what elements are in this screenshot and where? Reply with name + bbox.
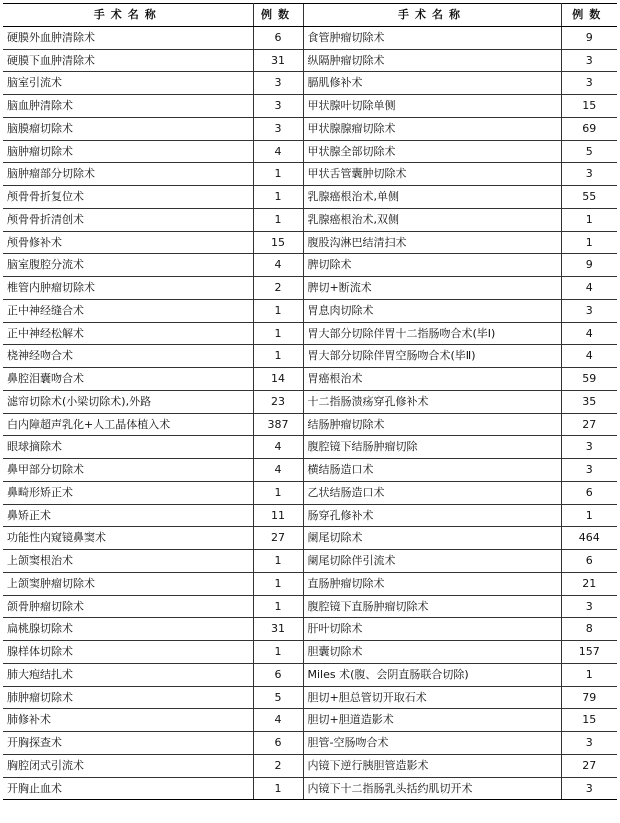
surgery-name-right: 脾切+断流术: [303, 277, 561, 300]
surgery-name-right: 阑尾切除术: [303, 527, 561, 550]
surgery-name-left: 鼻腔泪囊吻合术: [3, 368, 253, 391]
table-row: [3, 481, 617, 504]
table-row: [3, 618, 617, 641]
surgery-name-left: 腺样体切除术: [3, 641, 253, 664]
surgery-name-left: 扁桃腺切除术: [3, 618, 253, 641]
surgery-name-left: 胸腔闭式引流术: [3, 754, 253, 777]
table-row: [3, 641, 617, 664]
case-count-left: 1: [253, 299, 303, 322]
table-row: [3, 663, 617, 686]
table-row: [3, 163, 617, 186]
header-name-right: 手术名称: [303, 4, 561, 27]
surgery-name-right: 乳腺癌根治术,双侧: [303, 208, 561, 231]
surgery-name-left: 脑肿瘤切除术: [3, 140, 253, 163]
surgery-name-right: 脾切除术: [303, 254, 561, 277]
table-row: [3, 732, 617, 755]
case-count-right: 21: [561, 572, 617, 595]
case-count-left: 2: [253, 754, 303, 777]
table-row: [3, 72, 617, 95]
case-count-right: 6: [561, 550, 617, 573]
surgery-name-left: 上颌窦肿瘤切除术: [3, 572, 253, 595]
surgery-name-left: 鼻甲部分切除术: [3, 459, 253, 482]
case-count-left: 6: [253, 663, 303, 686]
table-row: [3, 140, 617, 163]
table-row: [3, 572, 617, 595]
surgery-name-right: 结肠肿瘤切除术: [303, 413, 561, 436]
case-count-right: 3: [561, 299, 617, 322]
case-count-left: 387: [253, 413, 303, 436]
surgery-name-right: 肠穿孔修补术: [303, 504, 561, 527]
table-row: [3, 368, 617, 391]
surgery-name-left: 颅骨骨折清创术: [3, 208, 253, 231]
case-count-left: 4: [253, 436, 303, 459]
surgery-name-right: 胃大部分切除伴胃十二指肠吻合术(毕Ⅰ): [303, 322, 561, 345]
surgery-name-right: 直肠肿瘤切除术: [303, 572, 561, 595]
surgery-name-left: 鼻畸形矫正术: [3, 481, 253, 504]
surgery-name-left: 滤帘切除术(小梁切除术),外路: [3, 390, 253, 413]
case-count-left: 4: [253, 254, 303, 277]
case-count-left: 3: [253, 95, 303, 118]
case-count-right: 8: [561, 618, 617, 641]
surgery-name-left: 功能性内窥镜鼻窦术: [3, 527, 253, 550]
table-row: [3, 504, 617, 527]
surgery-name-right: 内镜下逆行胰胆管造影术: [303, 754, 561, 777]
surgery-name-left: 脑血肿清除术: [3, 95, 253, 118]
table-row: [3, 754, 617, 777]
surgery-name-right: 肝叶切除术: [303, 618, 561, 641]
surgery-name-left: 白内障超声乳化+人工晶体植入术: [3, 413, 253, 436]
table-row: [3, 117, 617, 140]
case-count-right: 59: [561, 368, 617, 391]
case-count-right: 3: [561, 777, 617, 800]
table-row: [3, 345, 617, 368]
surgery-name-right: 甲状腺叶切除单侧: [303, 95, 561, 118]
surgery-name-right: 腹股沟淋巴结清扫术: [303, 231, 561, 254]
case-count-right: 3: [561, 732, 617, 755]
table-row: [3, 777, 617, 800]
case-count-left: 6: [253, 26, 303, 49]
case-count-right: 9: [561, 254, 617, 277]
case-count-left: 31: [253, 618, 303, 641]
table-row: [3, 459, 617, 482]
table-row: [3, 254, 617, 277]
case-count-left: 23: [253, 390, 303, 413]
surgery-name-left: 开胸止血术: [3, 777, 253, 800]
case-count-left: 31: [253, 49, 303, 72]
table-row: [3, 686, 617, 709]
case-count-right: 4: [561, 277, 617, 300]
case-count-right: 6: [561, 481, 617, 504]
case-count-right: 464: [561, 527, 617, 550]
table-row: [3, 527, 617, 550]
case-count-left: 11: [253, 504, 303, 527]
surgery-name-right: 胃大部分切除伴胃空肠吻合术(毕Ⅱ): [303, 345, 561, 368]
surgery-name-left: 椎管内肿瘤切除术: [3, 277, 253, 300]
case-count-left: 4: [253, 140, 303, 163]
table-row: [3, 299, 617, 322]
case-count-left: 1: [253, 595, 303, 618]
surgery-name-left: 肺大疱结扎术: [3, 663, 253, 686]
surgery-name-left: 颅骨修补术: [3, 231, 253, 254]
surgery-name-left: 硬膜外血肿清除术: [3, 26, 253, 49]
case-count-right: 3: [561, 595, 617, 618]
surgery-name-right: 内镜下十二指肠乳头括约肌切开术: [303, 777, 561, 800]
surgery-name-left: 脑室引流术: [3, 72, 253, 95]
header-count-left: 例数: [253, 4, 303, 27]
surgery-name-left: 正中神经缝合术: [3, 299, 253, 322]
surgery-name-left: 肺肿瘤切除术: [3, 686, 253, 709]
case-count-left: 4: [253, 459, 303, 482]
surgery-name-right: 胃癌根治术: [303, 368, 561, 391]
table-row: [3, 550, 617, 573]
header-name-left: 手术名称: [3, 4, 253, 27]
table-row: [3, 208, 617, 231]
case-count-right: 79: [561, 686, 617, 709]
case-count-left: 14: [253, 368, 303, 391]
table-row: [3, 390, 617, 413]
surgery-name-right: 胆切+胆总管切开取石术: [303, 686, 561, 709]
case-count-left: 5: [253, 686, 303, 709]
surgery-name-left: 桡神经吻合术: [3, 345, 253, 368]
table-row: [3, 26, 617, 49]
case-count-left: 3: [253, 117, 303, 140]
case-count-left: 15: [253, 231, 303, 254]
surgery-name-left: 颌骨肿瘤切除术: [3, 595, 253, 618]
case-count-right: 4: [561, 322, 617, 345]
case-count-right: 3: [561, 436, 617, 459]
surgery-name-right: 膈肌修补术: [303, 72, 561, 95]
header-count-right: 例数: [561, 4, 617, 27]
case-count-right: 15: [561, 709, 617, 732]
case-count-right: 1: [561, 663, 617, 686]
case-count-right: 3: [561, 163, 617, 186]
table-body: [3, 26, 617, 800]
case-count-right: 15: [561, 95, 617, 118]
surgery-name-right: 甲状腺全部切除术: [303, 140, 561, 163]
case-count-left: 1: [253, 186, 303, 209]
case-count-left: 27: [253, 527, 303, 550]
case-count-left: 3: [253, 72, 303, 95]
surgery-count-table: [3, 3, 617, 800]
case-count-left: 1: [253, 641, 303, 664]
case-count-right: 1: [561, 208, 617, 231]
table-row: [3, 95, 617, 118]
table-row: [3, 322, 617, 345]
table-row: [3, 709, 617, 732]
table-row: [3, 186, 617, 209]
surgery-name-left: 开胸探查术: [3, 732, 253, 755]
surgery-name-left: 鼻矫正术: [3, 504, 253, 527]
surgery-name-right: 胆囊切除术: [303, 641, 561, 664]
surgery-name-right: 甲状舌管囊肿切除术: [303, 163, 561, 186]
surgery-name-left: 脑膜瘤切除术: [3, 117, 253, 140]
case-count-left: 6: [253, 732, 303, 755]
table-row: [3, 595, 617, 618]
surgery-name-right: 甲状腺腺瘤切除术: [303, 117, 561, 140]
case-count-right: 69: [561, 117, 617, 140]
surgery-name-right: 腹腔镜下直肠肿瘤切除术: [303, 595, 561, 618]
case-count-right: 3: [561, 459, 617, 482]
table-row: [3, 436, 617, 459]
table-row: [3, 277, 617, 300]
case-count-left: 4: [253, 709, 303, 732]
case-count-right: 35: [561, 390, 617, 413]
case-count-left: 1: [253, 345, 303, 368]
case-count-right: 157: [561, 641, 617, 664]
table-row: [3, 49, 617, 72]
surgery-count-table-page: [3, 3, 617, 817]
surgery-name-left: 颅骨骨折复位术: [3, 186, 253, 209]
table-row: [3, 231, 617, 254]
surgery-name-right: 纵隔肿瘤切除术: [303, 49, 561, 72]
surgery-name-right: Miles 术(腹、会阴直肠联合切除): [303, 663, 561, 686]
surgery-name-left: 眼球摘除术: [3, 436, 253, 459]
table-row: [3, 413, 617, 436]
surgery-name-right: 腹腔镜下结肠肿瘤切除: [303, 436, 561, 459]
case-count-left: 1: [253, 208, 303, 231]
case-count-left: 1: [253, 550, 303, 573]
case-count-left: 2: [253, 277, 303, 300]
surgery-name-right: 十二指肠溃疡穿孔修补术: [303, 390, 561, 413]
surgery-name-left: 正中神经松解术: [3, 322, 253, 345]
surgery-name-left: 脑室腹腔分流术: [3, 254, 253, 277]
surgery-name-left: 上颌窦根治术: [3, 550, 253, 573]
surgery-name-right: 阑尾切除伴引流术: [303, 550, 561, 573]
case-count-right: 27: [561, 754, 617, 777]
case-count-left: 1: [253, 572, 303, 595]
surgery-name-left: 硬膜下血肿清除术: [3, 49, 253, 72]
table-header-row: [3, 4, 617, 27]
case-count-right: 4: [561, 345, 617, 368]
case-count-right: 1: [561, 231, 617, 254]
surgery-name-right: 乙状结肠造口术: [303, 481, 561, 504]
case-count-right: 55: [561, 186, 617, 209]
surgery-name-left: 肺修补术: [3, 709, 253, 732]
surgery-name-right: 胃息肉切除术: [303, 299, 561, 322]
case-count-right: 1: [561, 504, 617, 527]
case-count-left: 1: [253, 481, 303, 504]
case-count-right: 5: [561, 140, 617, 163]
surgery-name-left: 脑肿瘤部分切除术: [3, 163, 253, 186]
surgery-name-right: 乳腺癌根治术,单侧: [303, 186, 561, 209]
case-count-right: 3: [561, 72, 617, 95]
surgery-name-right: 胆管-空肠吻合术: [303, 732, 561, 755]
case-count-right: 9: [561, 26, 617, 49]
case-count-left: 1: [253, 322, 303, 345]
case-count-right: 27: [561, 413, 617, 436]
surgery-name-right: 胆切+胆道造影术: [303, 709, 561, 732]
surgery-name-right: 食管肿瘤切除术: [303, 26, 561, 49]
case-count-right: 3: [561, 49, 617, 72]
case-count-left: 1: [253, 777, 303, 800]
surgery-name-right: 横结肠造口术: [303, 459, 561, 482]
case-count-left: 1: [253, 163, 303, 186]
